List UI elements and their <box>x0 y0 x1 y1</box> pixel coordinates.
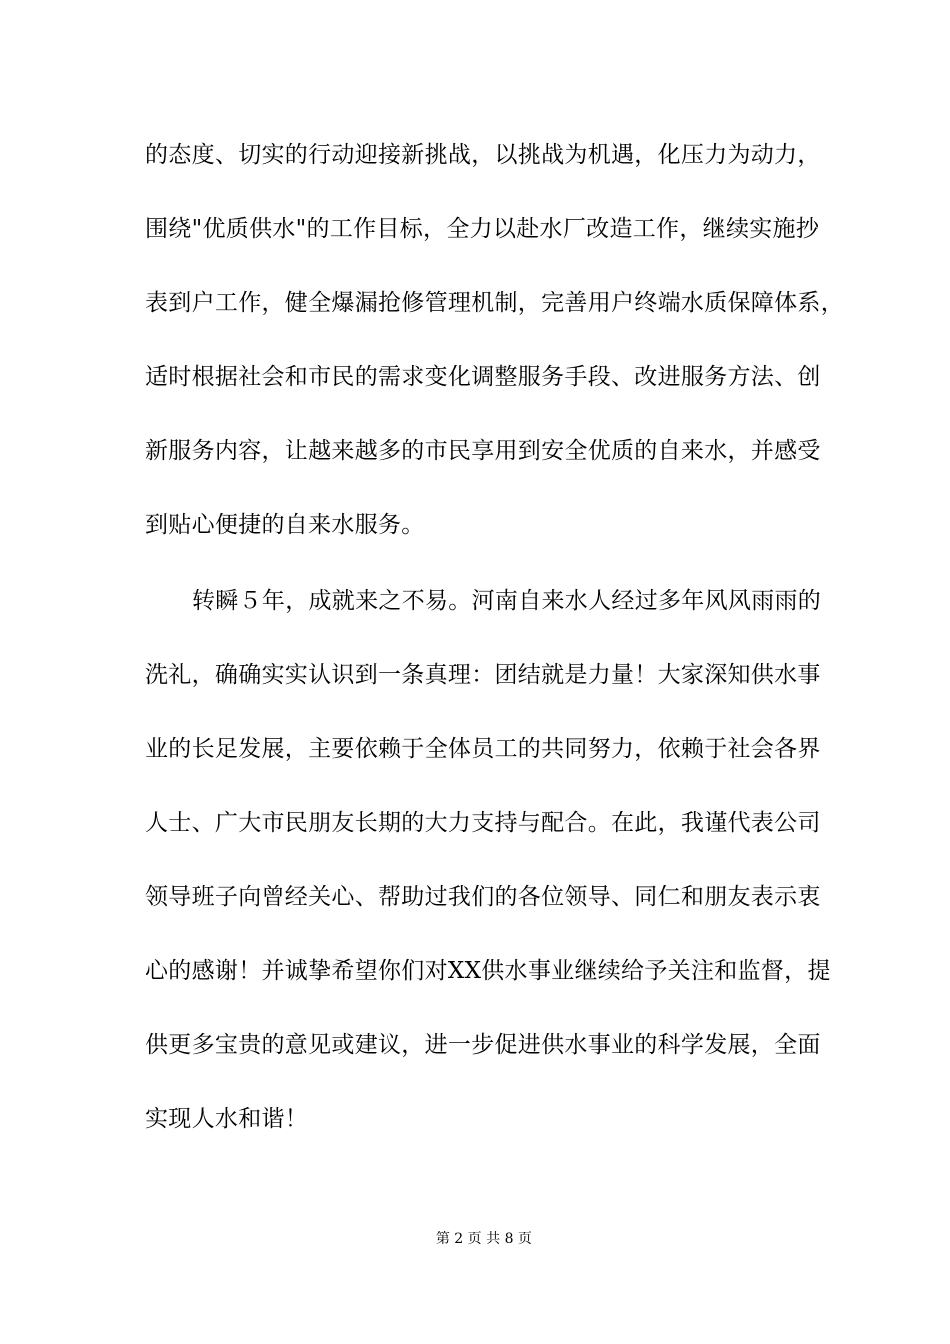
page-footer <box>0 1209 950 1269</box>
paragraph-2-line-6: 心的感谢！并诚挚希望你们对XX供水事业继续给予关注和监督，提 <box>145 958 831 984</box>
paragraph-1-line-1: 的态度、切实的行动迎接新挑战，以挑战为机遇，化压力为动力， <box>145 142 821 168</box>
paragraph-2-line-3: 业的长足发展，主要依赖于全体员工的共同努力，依赖于社会各界 <box>145 736 821 762</box>
paragraph-2-line-8: 实现人水和谐！ <box>145 1106 309 1132</box>
paragraph-1-line-6: 到贴心便捷的自来水服务。 <box>145 512 425 538</box>
paragraph-2-line-2: 洗礼，确确实实认识到一条真理：团结就是力量！大家深知供水事 <box>145 662 821 688</box>
paragraph-2-line-7: 供更多宝贵的意见或建议，进一步促进供水事业的科学发展，全面 <box>145 1032 821 1058</box>
paragraph-2-line-1: 转瞬５年，成就来之不易。河南自来水人经过多年风风雨雨的 <box>192 588 822 614</box>
paragraph-2-line-5: 领导班子向曾经关心、帮助过我们的各位领导、同仁和朋友表示衷 <box>145 884 821 910</box>
paragraph-1-line-5: 新服务内容，让越来越多的市民享用到安全优质的自来水，并感受 <box>145 438 821 464</box>
paragraph-2-line-4: 人士、广大市民朋友长期的大力支持与配合。在此，我谨代表公司 <box>145 810 821 836</box>
page-number-label: 第 2 页 共 8 页 <box>435 1231 532 1247</box>
paragraph-1-line-2: 围绕"优质供水"的工作目标，全力以赴水厂改造工作，继续实施抄 <box>145 216 820 242</box>
paragraph-1-line-3: 表到户工作，健全爆漏抢修管理机制，完善用户终端水质保障体系， <box>145 290 844 316</box>
paragraph-1-line-4: 适时根据社会和市民的需求变化调整服务手段、改进服务方法、创 <box>145 364 821 390</box>
